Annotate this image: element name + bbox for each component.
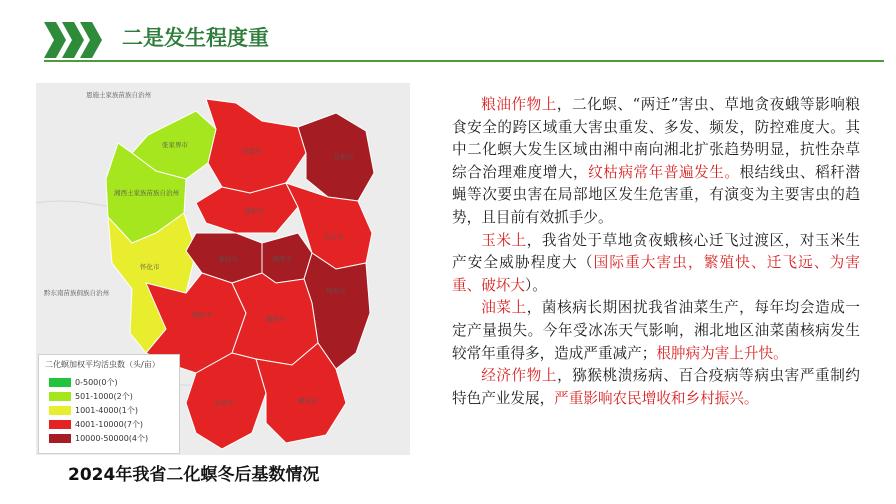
text-run: ，二化螟、“两迁”害虫、草地贪夜蛾等影响粮食安全的跨区域重大害虫重发、多发、频发，防控难度大。其中二化螟大发生区域由湘中南向湘北扩张趋势明显，抗性杂草综合治理难度增大， xyxy=(452,96,860,181)
paragraph-corn xyxy=(452,230,860,298)
text-run: 严重影响农民增收和乡村振兴。 xyxy=(554,389,759,407)
page-title: 二是发生程度重 xyxy=(122,26,269,50)
city-label: 邵阳市 xyxy=(192,311,212,319)
text-run: 玉米上 xyxy=(481,231,527,249)
paragraph-rapeseed xyxy=(452,297,860,365)
region-changde xyxy=(206,99,306,193)
text-run: ）。 xyxy=(524,276,547,294)
legend-item: 4001-10000(7个) xyxy=(49,419,143,430)
legend-title: 二化螟加权平均活虫数（头/亩） xyxy=(45,360,160,369)
city-label: 郴州市 xyxy=(298,397,318,405)
legend-item: 501-1000(2个) xyxy=(49,391,133,402)
text-run: ，菌核病长期困扰我省油菜生产，每年均会造成一定产量损失。今年受冰冻天气影响，湘北地区油菜菌核病发生较常年重得多，造成严重减产； xyxy=(452,299,860,362)
text-run: ，猕猴桃溃疡病、百合疫病等病虫害严重制约特色产业发展， xyxy=(452,367,860,407)
city-label: 株洲市 xyxy=(326,287,346,295)
city-label: 黔东南苗族侗族自治州 xyxy=(44,289,109,297)
text-run: 根肿病为害上升快。 xyxy=(656,344,788,362)
header-divider xyxy=(44,60,884,62)
text-run: 国际重大害虫，繁殖快、迁飞远、为害重、破坏大 xyxy=(452,254,860,294)
legend-swatch xyxy=(49,392,71,401)
map-legend xyxy=(38,354,180,454)
text-run: ，我省处于草地贪夜蛾核心迁飞过渡区，对玉米生产安全威胁程度大（ xyxy=(452,231,860,272)
paragraph-cash-crops xyxy=(452,365,860,410)
chevrons-icon xyxy=(44,22,106,58)
city-label: 娄底市 xyxy=(218,255,238,263)
text-run: 油菜上 xyxy=(481,299,527,317)
text-run: 纹枯病常年普遍发生。 xyxy=(588,163,740,181)
map-caption: 2024年我省二化螟冬后基数情况 xyxy=(68,465,320,485)
legend-swatch xyxy=(49,420,71,429)
city-label: 常德市 xyxy=(242,147,262,155)
city-label: 永州市 xyxy=(214,399,234,407)
city-label: 衡阳市 xyxy=(266,315,286,323)
legend-item: 0-500(0个) xyxy=(49,377,118,388)
text-run: 经济作物上 xyxy=(481,367,558,385)
legend-swatch xyxy=(49,434,71,443)
city-label: 湘潭市 xyxy=(272,255,292,263)
city-label: 岳阳市 xyxy=(334,153,354,161)
city-label: 恩施土家族苗族自治州 xyxy=(86,91,151,99)
text-run: 根结线虫、稻秆潜蝇等次要虫害在局部地区发生危害重，有演变为主要害虫的趋势，且目前有效抓手少。 xyxy=(452,163,860,226)
legend-item: 10000-50000(4个) xyxy=(49,433,148,444)
legend-item: 1001-4000(1个) xyxy=(49,405,138,416)
paragraph-grain xyxy=(452,94,860,230)
legend-swatch xyxy=(49,406,71,415)
body-text xyxy=(452,94,860,410)
city-label: 怀化市 xyxy=(140,263,160,271)
city-label: 张家界市 xyxy=(162,141,188,149)
text-run: 粮油作物上 xyxy=(481,96,557,113)
legend-swatch xyxy=(49,378,71,387)
city-label: 长沙市 xyxy=(324,233,344,241)
city-label: 湘西土家族苗族自治州 xyxy=(114,189,179,197)
city-label: 益阳市 xyxy=(244,207,264,215)
